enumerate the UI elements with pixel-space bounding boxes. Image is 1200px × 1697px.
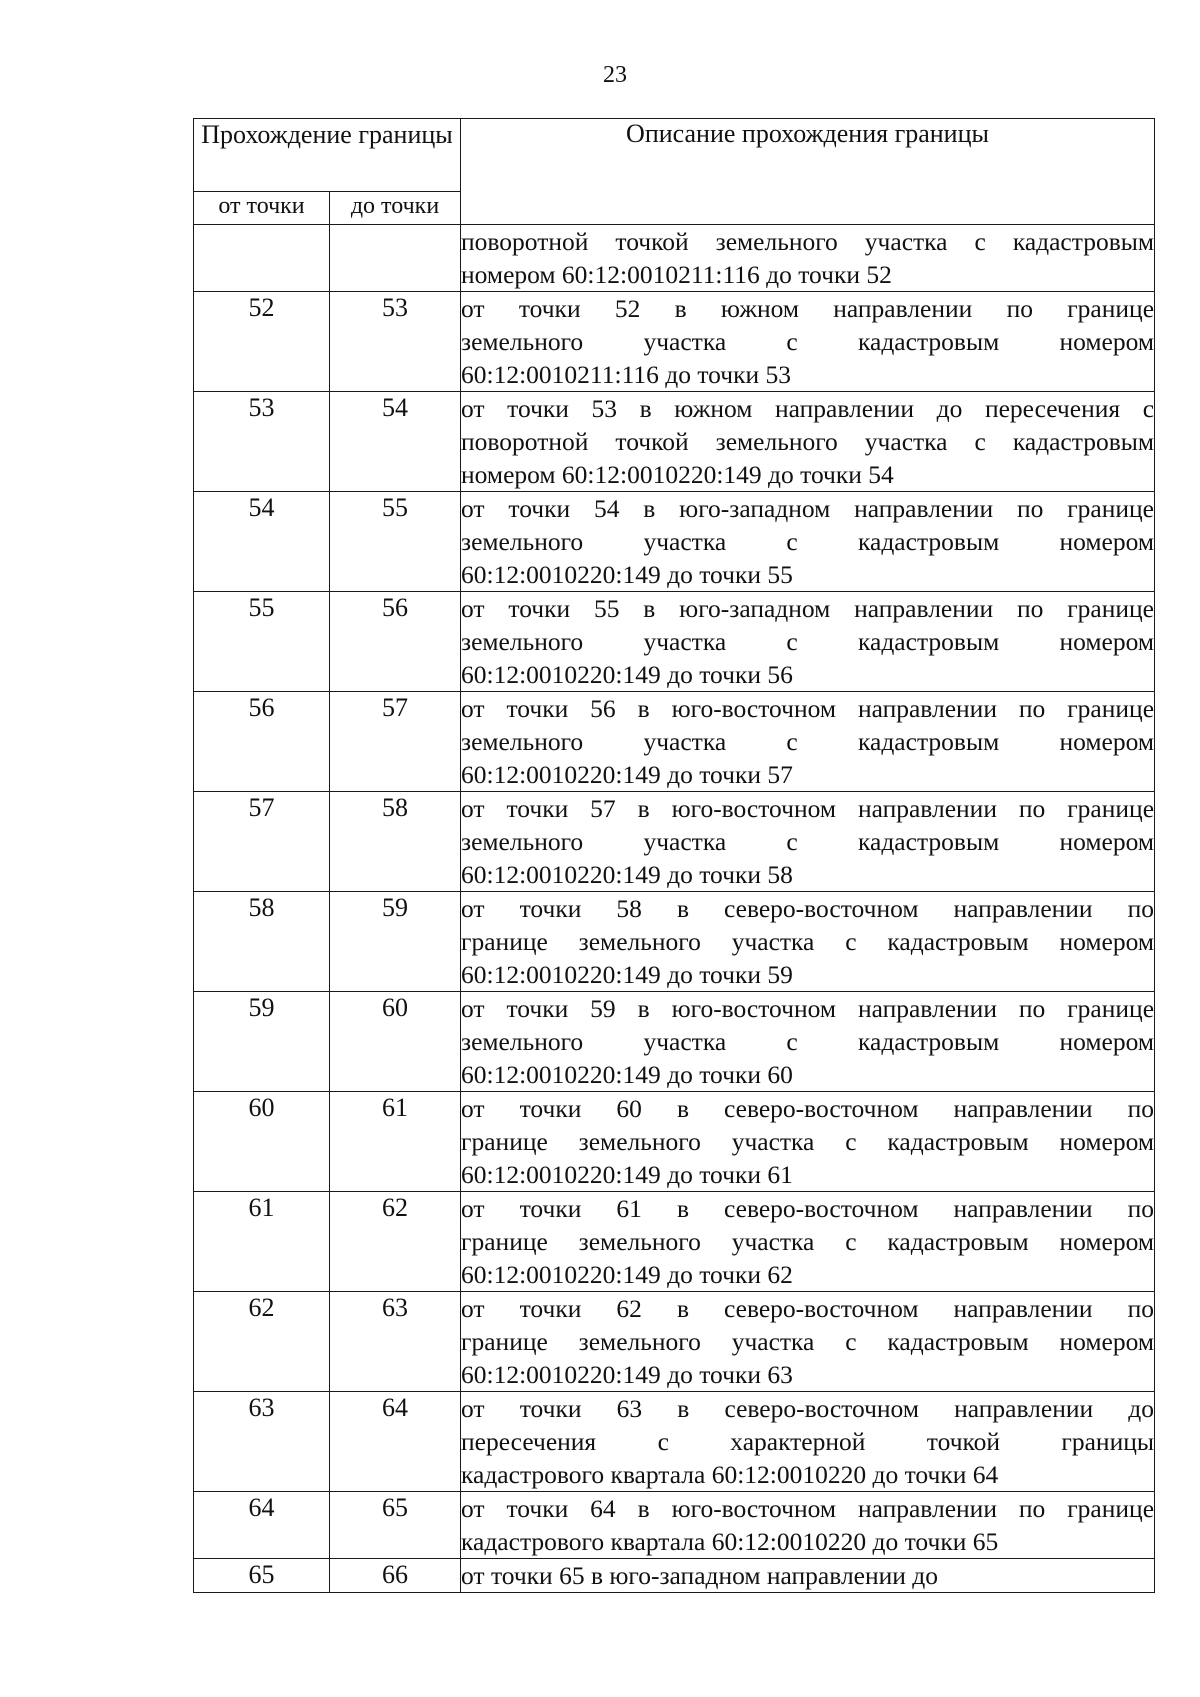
header-description: Описание прохождения границы xyxy=(461,119,1155,225)
description-line: от точки 54 в юго-западном направлении по границе xyxy=(461,494,1155,523)
table-row xyxy=(194,1292,1155,1392)
description-cell xyxy=(461,1392,1155,1492)
description-cell xyxy=(461,1492,1155,1559)
description-line: 60:12:0010220:149 до точки 58 xyxy=(461,860,793,889)
header-to-point: до точки xyxy=(330,192,461,225)
description-line: от точки 65 в юго-западном направлении до xyxy=(461,1561,939,1590)
table-row xyxy=(194,225,1155,292)
to-point-cell: 58 xyxy=(330,792,461,892)
table-row xyxy=(194,592,1155,692)
description-cell xyxy=(461,1092,1155,1192)
to-point-cell: 62 xyxy=(330,1192,461,1292)
from-point-cell xyxy=(194,225,330,292)
description-line: границе земельного участка с кадастровым номером xyxy=(461,1227,1155,1256)
to-point-cell: 65 xyxy=(330,1492,461,1559)
description-cell xyxy=(461,392,1155,492)
to-point-cell: 54 xyxy=(330,392,461,492)
description-line: земельного участка с кадастровым номером xyxy=(461,727,1155,756)
description-line: границе земельного участка с кадастровым номером xyxy=(461,1327,1155,1356)
description-line: от точки 52 в южном направлении по границе xyxy=(461,294,1155,323)
description-line: от точки 59 в юго-восточном направлении по границе xyxy=(461,994,1155,1023)
table-row xyxy=(194,692,1155,792)
to-point-cell: 57 xyxy=(330,692,461,792)
from-point-cell: 58 xyxy=(194,892,330,992)
table-row xyxy=(194,1392,1155,1492)
from-point-cell: 52 xyxy=(194,292,330,392)
to-point-cell: 59 xyxy=(330,892,461,992)
description-cell xyxy=(461,492,1155,592)
description-line: номером 60:12:0010211:116 до точки 52 xyxy=(461,260,892,289)
description-cell xyxy=(461,992,1155,1092)
description-cell xyxy=(461,792,1155,892)
description-line: земельного участка с кадастровым номером xyxy=(461,527,1155,556)
description-cell xyxy=(461,1292,1155,1392)
table-row xyxy=(194,292,1155,392)
to-point-cell: 60 xyxy=(330,992,461,1092)
description-cell xyxy=(461,692,1155,792)
description-line: 60:12:0010220:149 до точки 63 xyxy=(461,1360,793,1389)
description-line: границе земельного участка с кадастровым номером xyxy=(461,1127,1155,1156)
to-point-cell: 55 xyxy=(330,492,461,592)
description-line: от точки 64 в юго-восточном направлении по границе xyxy=(461,1494,1155,1523)
description-line: номером 60:12:0010220:149 до точки 54 xyxy=(461,460,894,489)
description-line: от точки 61 в северо-восточном направлении по xyxy=(461,1194,1155,1223)
description-line: поворотной точкой земельного участка с кадастровым xyxy=(461,227,1155,256)
description-line: 60:12:0010220:149 до точки 56 xyxy=(461,660,793,689)
description-line: земельного участка с кадастровым номером xyxy=(461,627,1155,656)
description-line: пересечения с характерной точкой границы xyxy=(461,1427,1155,1456)
description-line: от точки 63 в северо-восточном направлении до xyxy=(461,1394,1155,1423)
table-row xyxy=(194,1092,1155,1192)
description-line: 60:12:0010220:149 до точки 55 xyxy=(461,560,793,589)
from-point-cell: 60 xyxy=(194,1092,330,1192)
description-line: поворотной точкой земельного участка с кадастровым xyxy=(461,427,1155,456)
description-line: земельного участка с кадастровым номером xyxy=(461,1027,1155,1056)
description-line: от точки 56 в юго-восточном направлении по границе xyxy=(461,694,1155,723)
description-line: от точки 62 в северо-восточном направлении по xyxy=(461,1294,1155,1323)
from-point-cell: 65 xyxy=(194,1559,330,1593)
from-point-cell: 54 xyxy=(194,492,330,592)
to-point-cell: 66 xyxy=(330,1559,461,1593)
description-line: 60:12:0010211:116 до точки 53 xyxy=(461,360,791,389)
description-line: 60:12:0010220:149 до точки 57 xyxy=(461,760,793,789)
to-point-cell: 63 xyxy=(330,1292,461,1392)
table-body xyxy=(194,225,1155,1593)
description-cell xyxy=(461,592,1155,692)
description-line: от точки 53 в южном направлении до пересечения с xyxy=(461,394,1155,423)
description-line: земельного участка с кадастровым номером xyxy=(461,827,1155,856)
table-row xyxy=(194,392,1155,492)
description-line: земельного участка с кадастровым номером xyxy=(461,327,1155,356)
description-line: кадастрового квартала 60:12:0010220 до точки 65 xyxy=(461,1527,999,1556)
from-point-cell: 57 xyxy=(194,792,330,892)
description-line: от точки 55 в юго-западном направлении по границе xyxy=(461,594,1155,623)
description-line: границе земельного участка с кадастровым номером xyxy=(461,927,1155,956)
description-line: 60:12:0010220:149 до точки 62 xyxy=(461,1260,793,1289)
table-row xyxy=(194,792,1155,892)
description-cell xyxy=(461,1559,1155,1593)
from-point-cell: 55 xyxy=(194,592,330,692)
description-line: от точки 57 в юго-восточном направлении по границе xyxy=(461,794,1155,823)
table-row xyxy=(194,1492,1155,1559)
page-number: 23 xyxy=(603,62,627,88)
description-line: 60:12:0010220:149 до точки 59 xyxy=(461,960,793,989)
description-line: от точки 60 в северо-восточном направлении по xyxy=(461,1094,1155,1123)
to-point-cell: 53 xyxy=(330,292,461,392)
to-point-cell: 61 xyxy=(330,1092,461,1192)
from-point-cell: 64 xyxy=(194,1492,330,1559)
from-point-cell: 56 xyxy=(194,692,330,792)
from-point-cell: 62 xyxy=(194,1292,330,1392)
description-cell xyxy=(461,225,1155,292)
table-header xyxy=(194,119,1155,225)
description-cell xyxy=(461,292,1155,392)
description-line: кадастрового квартала 60:12:0010220 до точки 64 xyxy=(461,1460,999,1489)
description-line: от точки 58 в северо-восточном направлении по xyxy=(461,894,1155,923)
table-row xyxy=(194,492,1155,592)
from-point-cell: 53 xyxy=(194,392,330,492)
boundary-table xyxy=(193,118,1155,1593)
description-line: 60:12:0010220:149 до точки 61 xyxy=(461,1160,793,1189)
table-row xyxy=(194,992,1155,1092)
table-row xyxy=(194,1192,1155,1292)
table-row xyxy=(194,892,1155,992)
from-point-cell: 61 xyxy=(194,1192,330,1292)
description-cell xyxy=(461,892,1155,992)
header-boundary-passage: Прохождение границы xyxy=(194,119,461,192)
from-point-cell: 59 xyxy=(194,992,330,1092)
description-line: 60:12:0010220:149 до точки 60 xyxy=(461,1060,793,1089)
to-point-cell: 64 xyxy=(330,1392,461,1492)
description-cell xyxy=(461,1192,1155,1292)
header-from-point: от точки xyxy=(194,192,330,225)
to-point-cell xyxy=(330,225,461,292)
to-point-cell: 56 xyxy=(330,592,461,692)
table-row xyxy=(194,1559,1155,1593)
from-point-cell: 63 xyxy=(194,1392,330,1492)
